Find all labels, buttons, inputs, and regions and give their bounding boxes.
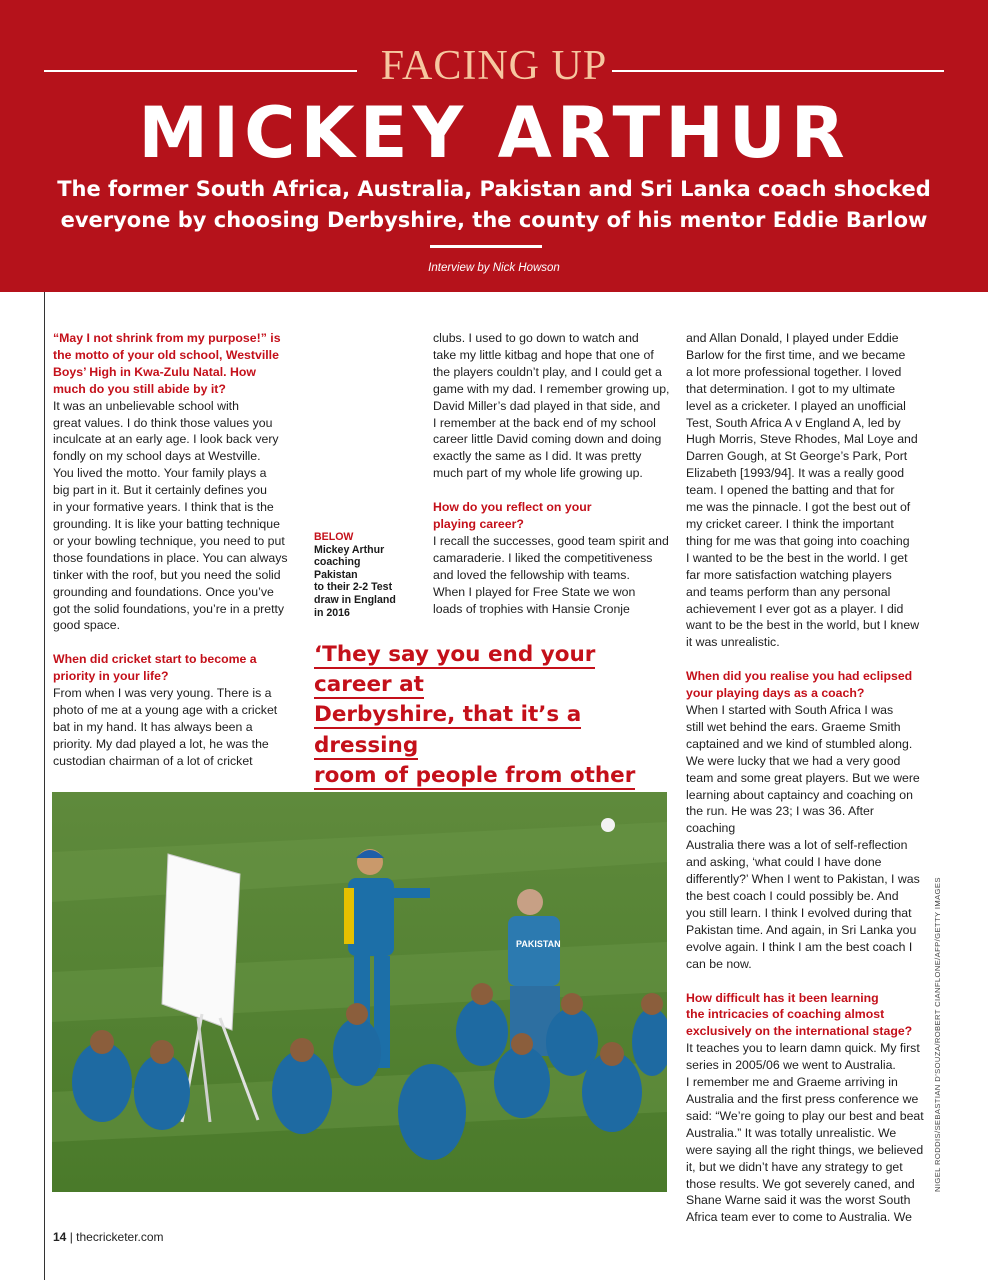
- standfirst-rule: [430, 245, 542, 248]
- answer-4: When I started with South Africa I was still wet behind the ears. Graeme Smith captained and we kind of stumbled along. We were lucky that we had a very good team and some great players. But we were learning about captaincy and coaching on the run. He was 23; I was 36. After coaching Australia there was a lot of self-reflection and asking, ‘what could I have done differently?’ When I went to Pakistan, I was the best coach I could possibly be. And you still learn. I think I evolved during that Pakistan time. And again, in Sri Lanka you evolve again. I think I am the best coach I can be now.: [686, 703, 920, 971]
- page-title: MICKEY ARTHUR: [138, 92, 850, 174]
- article-column-1: [53, 330, 303, 770]
- site-url: thecricketer.com: [76, 1230, 164, 1244]
- answer-2-continued: clubs. I used to go down to watch and take my little kitbag and hope that one of the players couldn’t play, and I could get a game with my dad. I remember growing up, David Miller’s dad played in that side, and I remember at the back end of my school career little David coming down and doing exactly the same as I did. It was pretty much part of my whole life growing up.: [433, 331, 670, 481]
- article-column-3: [686, 330, 926, 1226]
- team-photo: [52, 792, 667, 1192]
- question-5: How difficult has it been learning the intricacies of coaching almost exclusively on the international stage?: [686, 990, 913, 1039]
- cricket-ball: [601, 818, 615, 832]
- question-3: How do you reflect on your playing career?: [433, 500, 592, 532]
- answer-1: It was an unbelievable school with great values. I do think those values you inculcate at an early age. I look back very fondly on my school days at Westville. You lived the motto. Your family plays a big part in it. But it certainly defines you in your formative years. I think that is the grounding. It is like your batting technique or your bowling technique, you need to put those foundations in place. You can always tinker with the roof, but you need the solid grounding and foundations. Once you’ve got the solid foundations, you’re in a pretty good space.: [53, 398, 288, 633]
- page-number: 14: [53, 1230, 67, 1244]
- article-column-2: [433, 330, 673, 618]
- section-kicker: FACING UP: [380, 43, 608, 89]
- question-2: When did cricket start to become a priority in your life?: [53, 652, 257, 684]
- standfirst-line: The former South Africa, Australia, Pakistan and Sri Lanka coach shocked: [57, 177, 931, 201]
- answer-3-continued: and Allan Donald, I played under Eddie Barlow for the first time, and we became a lot more professional together. I loved that determination. I got to my ultimate level as a cricketer. I played an unofficial Test, South Africa A v England A, led by Hugh Morris, Steve Rhodes, Mal Loye and Darren Gough, at St George’s Park, Port Elizabeth [1993/94]. It was a really good team. I opened the batting and that for me was the pinnacle. I got the best out of my cricket career. I think the important thing for me was that going into coaching I wanted to be the best in the world. I get far more satisfaction watching players and teams perform than any personal achievement I ever got as a player. I did want to be the best in the world, but I knew it was unrealistic.: [686, 331, 920, 650]
- answer-2: From when I was very young. There is a photo of me at a young age with a cricket bat in my hand. It has always been a priority. My dad played a lot, he was the custodian chairman of a lot of cricket: [53, 686, 278, 768]
- kicker-rule-right: [612, 70, 944, 72]
- pull-quote: ‘They say you end your career at Derbyshire, that it’s a dressing room of people from other: [314, 640, 659, 851]
- photo-caption: BELOW Mickey Arthur coaching Pakistan to their 2-2 Test draw in England in 2016: [314, 531, 406, 619]
- header-banner: [0, 0, 988, 292]
- question-1: “May I not shrink from my purpose!” is the motto of your old school, Westville Boys’ High in Kwa-Zulu Natal. How much do you still abide by it?: [53, 331, 281, 396]
- caption-label: BELOW: [314, 531, 354, 543]
- shirt-text: PAKISTAN: [516, 939, 561, 949]
- standfirst: [40, 174, 948, 236]
- page-folio: [53, 1230, 164, 1244]
- photo-credit: NIGEL RODDIS/SEBASTIAN D’SOUZA/ROBERT CIANFLONE/AFP/GETTY IMAGES: [933, 877, 942, 1192]
- question-4: When did you realise you had eclipsed your playing days as a coach?: [686, 669, 913, 701]
- answer-3: I recall the successes, good team spirit and camaraderie. I liked the competitiveness and loved the fellowship with teams. When I played for Free State we won loads of trophies with Hansie Cronje: [433, 533, 669, 616]
- answer-5: It teaches you to learn damn quick. My first series in 2005/06 we went to Australia. I remember me and Graeme arriving in Australia and the first press conference we said: “We’re going to play our best and beat Australia.” It was totally unrealistic. We were saying all the right things, we believed it, but we didn’t have any strategy to get those results. We got severely caned, and Shane Warne said it was the worst South Africa team ever to come to Australia. We: [686, 1041, 924, 1225]
- byline: Interview by Nick Howson: [428, 262, 560, 274]
- folio-separator: |: [69, 1230, 73, 1244]
- standfirst-line: everyone by choosing Derbyshire, the county of his mentor Eddie Barlow: [60, 208, 928, 232]
